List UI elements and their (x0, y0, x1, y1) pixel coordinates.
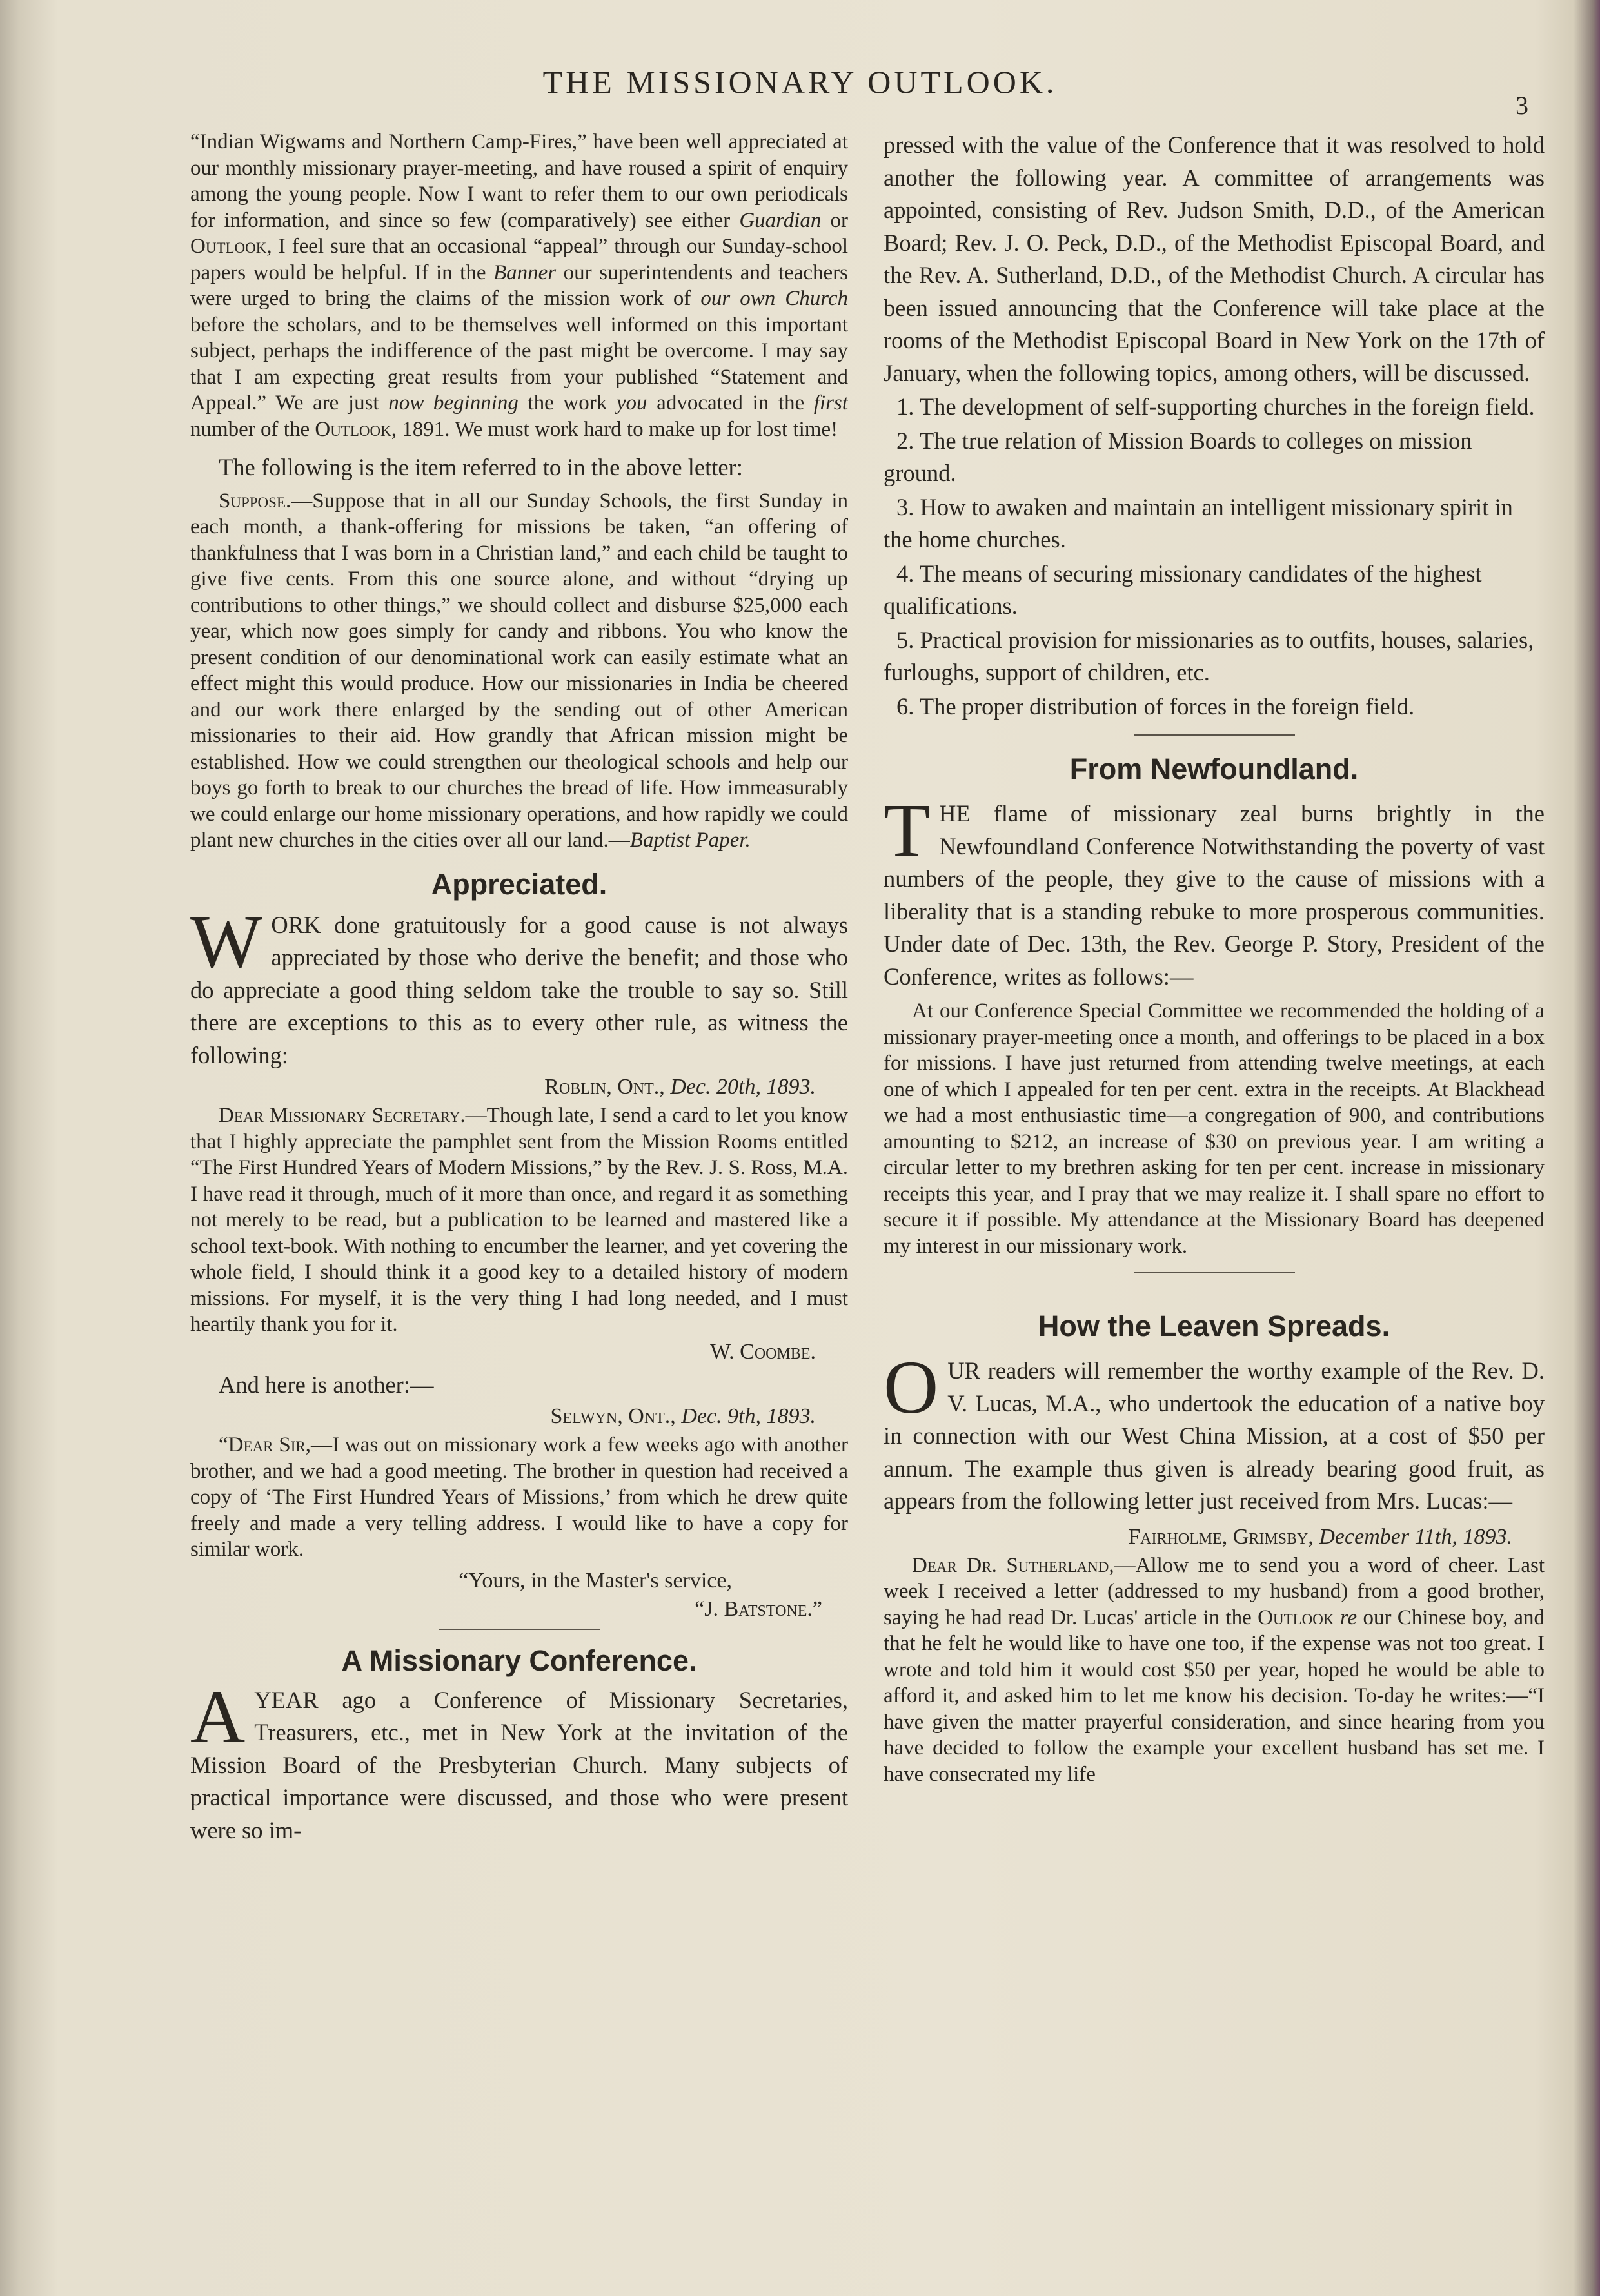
drop-cap: T (884, 788, 931, 872)
list-item: 1. The development of self-supporting churches in the foreign field. (896, 393, 1535, 420)
running-head: THE MISSIONARY OUTLOOK. (542, 64, 1058, 100)
section-divider (1134, 1272, 1295, 1273)
left-column (190, 129, 848, 2270)
list-item: 3. How to awaken and maintain an intelligent missionary spirit in the home churches. (884, 493, 1513, 553)
letter-excerpt: “Indian Wigwams and Northern Camp-Fires,” have been well appreciated at our monthly missionary prayer-meeting, and have roused a spirit of enquiry among the young people. Now I want to refer them to our own periodicals for information, and since so few (comparatively) see either Guardian or Outlook, I feel sure that an occasional “appeal” through our Sunday-school papers would be helpful. If in the Banner our superintendents and teachers were urged to bring the claims of the mission work of our own Church before the scholars, and to be themselves well informed on this important subject, perhaps the indifference of the past might be overcome. I may say that I am expecting great results from your published “Statement and Appeal.” We are just now beginning the work you advocated in the first number of the Outlook, 1891. We must work hard to make up for lost time! (190, 130, 848, 441)
batstone-letter: “Dear Sir,—I was out on missionary work a few weeks ago with another brother, and we had a good meeting. The brother in question had received a copy of ‘The First Hundred Years of Missions,’ from which he drew quite freely and made a very telling address. I would like to have a copy for similar work. (190, 1433, 848, 1561)
signature: W. Coombe. (710, 1339, 816, 1364)
appreciated-paragraph: WORK done gratuitously for a good cause is not always appreciated by those who derive the benefit; and those who do appreciate a good thing seldom take the trouble to say so. Still there are exceptions to this as to every other rule, as witness the following: (190, 899, 848, 1068)
lucas-letter: Dear Dr. Sutherland,—Allow me to send you a word of cheer. Last week I received a letter (addressed to my husband) from a good brother, saying he had read Dr. Lucas' article in the Outlook re our Chinese boy, and that he felt he would like to have one too, if the expense was not too great. I wrote and told him it would cost $50 per year, hoped he would be able to afford it, and asked him to let me know his decision. To-day he writes:—“I have given the matter prayerful consideration, and since hearing from you have decided to follow the example your excellent husband has set me. I have consecrated my life (884, 1553, 1545, 1786)
drop-cap: O (884, 1345, 939, 1429)
list-item: 5. Practical provision for missionaries as to outfits, houses, salaries, furloughs, support of children, etc. (884, 626, 1534, 685)
dateline: Fairholme, Grimsby, December 11th, 1893. (1128, 1524, 1512, 1549)
another-intro: And here is another:— (219, 1371, 434, 1398)
right-column (884, 129, 1545, 2270)
section-title-appreciated: Appreciated. (431, 867, 607, 901)
list-item: 2. The true relation of Mission Boards to colleges on mission ground. (884, 427, 1472, 486)
section-divider (439, 1629, 600, 1630)
signature: “J. Batstone.” (695, 1596, 822, 1621)
topics-list (884, 391, 1545, 723)
newfoundland-paragraph: THE flame of missionary zeal burns brightly in the Newfoundland Conference Notwithstanding the poverty of vast numbers of the people, they give to the cause of missions with a liberality that is a standing rebuke to more prosperous communities. Under date of Dec. 13th, the Rev. George P. Story, President of the Conference, writes as follows:— (884, 788, 1545, 990)
list-item: 4. The means of securing missionary candidates of the highest qualifications. (884, 560, 1482, 619)
suppose-paragraph: Suppose.—Suppose that in all our Sunday Schools, the first Sunday in each month, a thank-offering for missions be taken, “an offering of thankfulness that I was born in a Christian land,” and each child be taught to give five cents. From this one source alone, and without “drying up contributions to other things,” we should collect and disburse $25,000 each year, which now goes simply for candy and ribbons. You who know the present condition of our denominational work can easily estimate what an effect might this would produce. How our missionaries in India be cheered and our work there enlarged by the sending out of other American missionaries to their aid. How grandly that African mission might be established. How we could strengthen our theological schools and help our boys go forth to break to our churches the bread of life. How immeasurably we could enlarge our home missionary operations, and how rapidly we could plant new churches in the cities over all our land.—Baptist Paper. (190, 489, 848, 852)
leaven-paragraph: OUR readers will remember the worthy example of the Rev. D. V. Lucas, M.A., who undertook the education of a native boy in connection with our West China Mission, at a cost of $50 per annum. The example thus given is already bearing good fruit, as appears from the following letter just received from Mrs. Lucas:— (884, 1345, 1545, 1514)
page-number: 3 (1516, 91, 1528, 120)
conference-paragraph: AYEAR ago a Conference of Missionary Secretaries, Treasurers, etc., met in New York at the invitation of the Mission Board of the Presbyterian Church. Many subjects of practical importance were discussed, and those who were present were so im- (190, 1674, 848, 1843)
section-title-newfoundland: From Newfoundland. (1069, 752, 1359, 785)
coombe-letter: Dear Missionary Secretary.—Though late, I send a card to let you know that I highly appreciate the pamphlet sent from the Mission Rooms entitled “The First Hundred Years of Modern Missions,” by the Rev. J. S. Ross, M.A. I have read it through, much of it more than once, and regard it as something not merely to be read, but a publication to be learned and mastered like a school text-book. With nothing to encumber the learner, and yet covering the whole field, I should think it a good key to a detailed history of modern missions. For myself, it is the very thing I had long needed, and I must heartily thank you for it. (190, 1104, 848, 1336)
section-divider (1134, 734, 1295, 736)
following-intro: The following is the item referred to in the above letter: (219, 454, 743, 480)
story-letter: At our Conference Special Committee we recommended the holding of a missionary prayer-meeting once a month, and offerings to be placed in a box for missions. I have just returned from attending twelve meetings, at each one of which I appealed for ten per cent. extra in the receipts. At Blackhead we had a most enthusiastic time—a congregation of 900, and contributions amounting to $212, an increase of $30 on previous year. I am writing a circular letter to my brethren asking for ten per cent. increase in missionary receipts this year, and I pray that we may realize it. I shall spare no effort to secure it if possible. My attendance at the Missionary Board has deepened my interest in our missionary work. (884, 999, 1545, 1258)
drop-cap: W (190, 899, 262, 984)
section-title-conference: A Missionary Conference. (341, 1644, 697, 1677)
section-title-leaven: How the Leaven Spreads. (1038, 1310, 1390, 1342)
drop-cap: A (190, 1674, 246, 1759)
closing: “Yours, in the Master's service, (459, 1568, 732, 1593)
dateline: Selwyn, Ont., Dec. 9th, 1893. (550, 1404, 816, 1428)
list-item: 6. The proper distribution of forces in the foreign field. (896, 692, 1415, 720)
dateline: Roblin, Ont., Dec. 20th, 1893. (544, 1075, 816, 1099)
conference-continued: pressed with the value of the Conference that it was resolved to hold another the following year. A committee of arrangements was appointed, consisting of Rev. Judson Smith, D.D., of the American Board; Rev. J. O. Peck, D.D., of the Methodist Episcopal Board, and the Rev. A. Sutherland, D.D., of the Methodist Church. A circular has been issued announcing that the Conference will take place at the rooms of the Methodist Episcopal Board in New York on the 17th of January, when the following topics, among others, will be discussed. (884, 132, 1545, 386)
